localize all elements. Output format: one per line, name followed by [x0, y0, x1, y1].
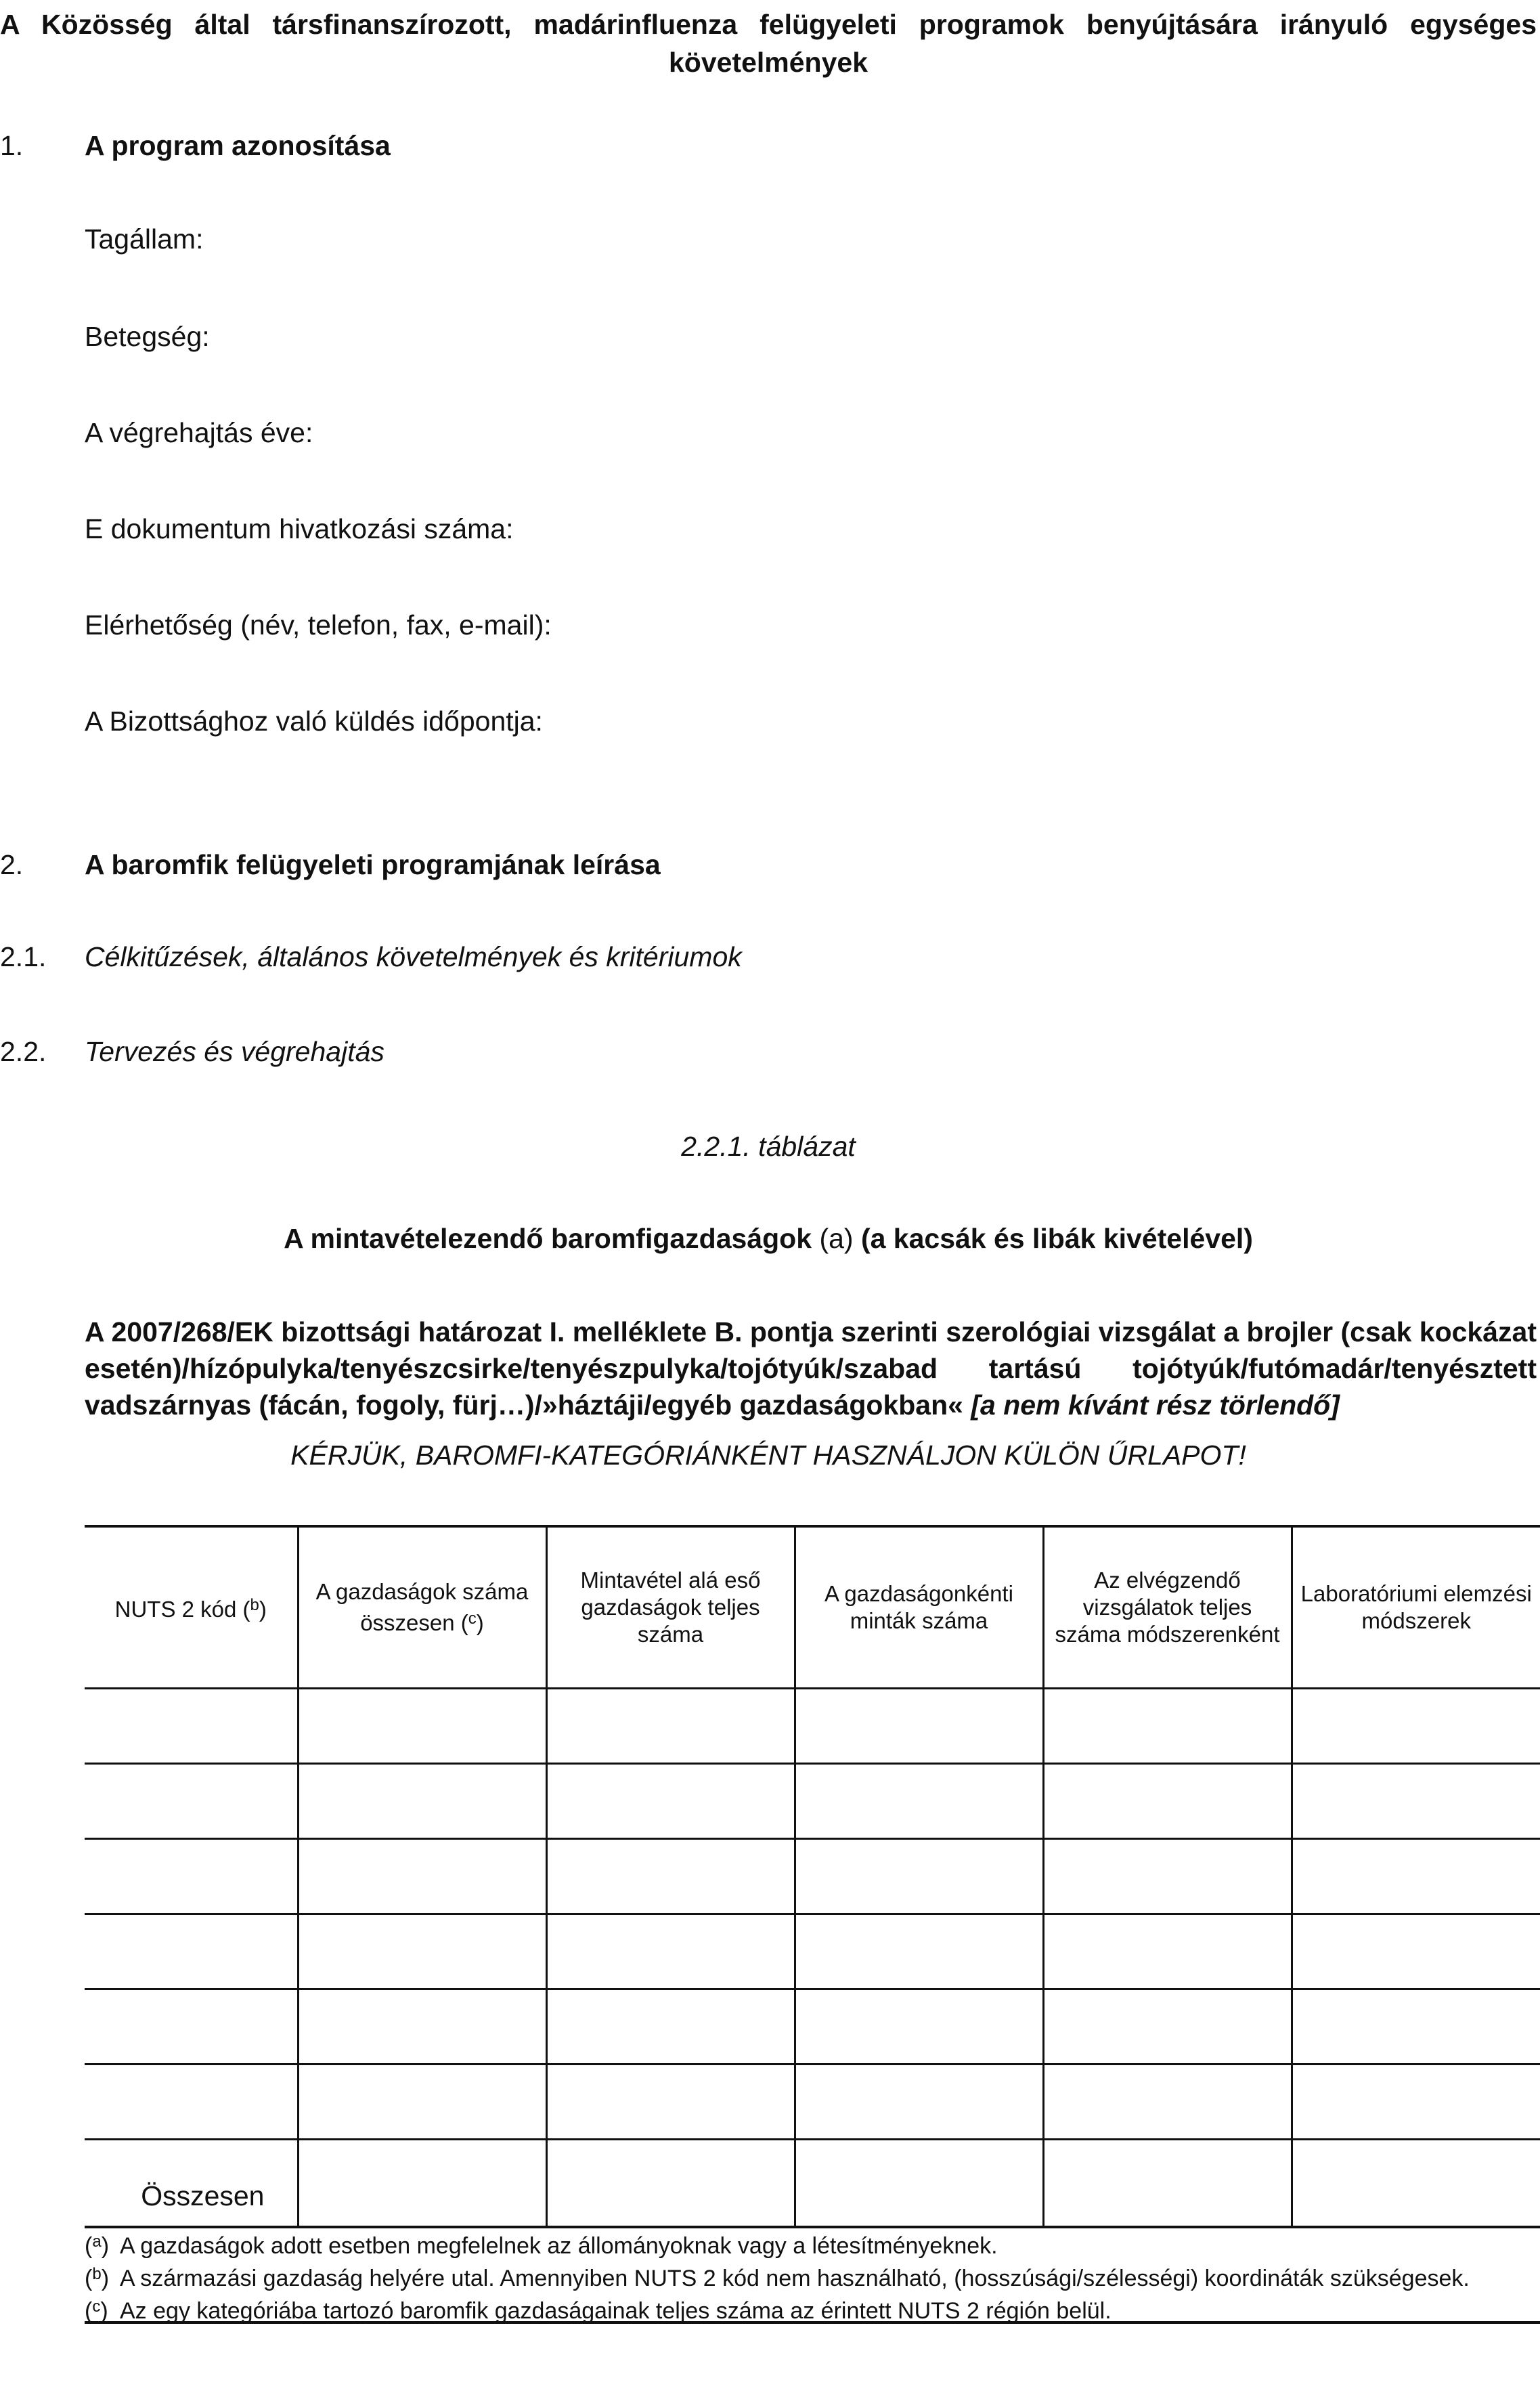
footnote-c-marker: ($^c$) — [85, 2297, 108, 2324]
table-cell[interactable] — [298, 1839, 546, 1914]
footnote-b-marker: ($^b$) — [85, 2265, 110, 2291]
header-nuts2-code: NUTS 2 kód ($^b$) — [85, 1526, 298, 1689]
table-row — [85, 1839, 1540, 1914]
table-cell[interactable] — [1292, 1764, 1540, 1839]
table-cell[interactable] — [795, 2140, 1043, 2228]
table-cell[interactable] — [546, 1989, 795, 2065]
field-label-date-sent: A Bizottsághoz való küldés időpontja: — [85, 706, 543, 737]
table-cell[interactable] — [298, 1764, 546, 1839]
table-cell[interactable] — [1292, 1989, 1540, 2065]
table-cell[interactable] — [85, 1689, 298, 1764]
total-label: Összesen — [85, 2140, 298, 2228]
field-label-member-state: Tagállam: — [85, 223, 204, 255]
table-cell[interactable] — [85, 1914, 298, 1989]
table-row — [85, 2065, 1540, 2140]
table-header-row — [85, 1526, 1540, 1689]
table-cell[interactable] — [1292, 1839, 1540, 1914]
table-cell[interactable] — [85, 1764, 298, 1839]
table-caption: 2.2.1. táblázat — [681, 1131, 856, 1162]
table-cell[interactable] — [85, 1839, 298, 1914]
table-cell[interactable] — [1043, 1914, 1292, 1989]
section-2-1-number: 2.1. — [0, 941, 47, 972]
footnote-c — [85, 2293, 1540, 2325]
table-cell[interactable] — [546, 2065, 795, 2140]
footnote-b — [85, 2260, 1540, 2293]
table-cell[interactable] — [1043, 1689, 1292, 1764]
scope-paragraph — [85, 1314, 1537, 1423]
footnotes — [85, 2228, 1540, 2325]
category-notice: KÉRJÜK, BAROMFI-KATEGÓRIÁNKÉNT HASZNÁLJON KÜLÖN ŰRLAPOT! — [290, 1440, 1246, 1471]
table-cell[interactable] — [298, 2065, 546, 2140]
table-cell[interactable] — [1043, 2065, 1292, 2140]
field-label-contact: Elérhetőség (név, telefon, fax, e-mail): — [85, 609, 552, 641]
table-row — [85, 1764, 1540, 1839]
table-cell[interactable] — [1043, 1989, 1292, 2065]
table-cell[interactable] — [1043, 2140, 1292, 2228]
table-cell[interactable] — [546, 1839, 795, 1914]
footnote-c-text: Az egy kategóriába tartozó baromfik gazdaságainak teljes száma az érintett NUTS 2 régión belül. — [120, 2298, 1112, 2324]
table-cell[interactable] — [546, 2140, 795, 2228]
table-cell[interactable] — [85, 1989, 298, 2065]
field-label-reference: E dokumentum hivatkozási száma: — [85, 513, 514, 544]
header-tests-per-method: Az elvégzendő vizsgálatok teljes száma módszerenként — [1043, 1526, 1292, 1689]
table-cell[interactable] — [85, 2065, 298, 2140]
table-cell[interactable] — [1292, 1914, 1540, 1989]
section-2-heading: A baromfik felügyeleti programjának leírása — [85, 849, 661, 880]
table-cell[interactable] — [298, 1989, 546, 2065]
footnote-b-text: A származási gazdaság helyére utal. Amennyiben NUTS 2 kód nem használható, (hosszúsági/szélességi) koordináták szükségesek. — [120, 2266, 1470, 2291]
table-title-footnote-ref: (a) — [819, 1223, 854, 1254]
table-cell[interactable] — [795, 1839, 1043, 1914]
table-cell[interactable] — [1292, 2140, 1540, 2228]
table-cell[interactable] — [1292, 1689, 1540, 1764]
table-cell[interactable] — [546, 1914, 795, 1989]
header-total-holdings: A gazdaságok száma összesen ($^c$) — [298, 1526, 546, 1689]
table-cell[interactable] — [1043, 1764, 1292, 1839]
table-cell[interactable] — [795, 1764, 1043, 1839]
table-cell[interactable] — [795, 1689, 1043, 1764]
section-2-2-number: 2.2. — [0, 1036, 47, 1067]
table-cell[interactable] — [298, 1914, 546, 1989]
section-1-heading: A program azonosítása — [85, 130, 391, 161]
field-label-disease: Betegség: — [85, 321, 210, 352]
table-cell[interactable] — [1043, 1839, 1292, 1914]
section-2-number: 2. — [0, 849, 24, 880]
table-title — [0, 1223, 1537, 1255]
table-cell[interactable] — [795, 2065, 1043, 2140]
field-label-year: A végrehajtás éve: — [85, 417, 313, 448]
header-lab-methods: Laboratóriumi elemzési módszerek — [1292, 1526, 1540, 1689]
table-cell[interactable] — [298, 1689, 546, 1764]
table-cell[interactable] — [795, 1989, 1043, 2065]
table-total-row — [85, 2140, 1540, 2228]
table-cell[interactable] — [546, 1764, 795, 1839]
table-row — [85, 1989, 1540, 2065]
bottom-rule — [85, 2321, 1540, 2324]
footnote-a-marker: ($^a$) — [85, 2232, 110, 2259]
table-row — [85, 1689, 1540, 1764]
document-title: A Közösség által társfinanszírozott, madárinfluenza felügyeleti programok benyújtására irányuló egységes követelmények — [0, 9, 1537, 78]
table-cell[interactable] — [298, 2140, 546, 2228]
header-sampled-holdings: Mintavétel alá eső gazdaságok teljes száma — [546, 1526, 795, 1689]
footnote-a — [85, 2228, 1540, 2260]
table-title-main: A mintavételezendő baromfigazdaságok — [284, 1223, 812, 1254]
scope-text: A 2007/268/EK bizottsági határozat I. melléklete B. pontja szerinti szerológiai vizsgálat a brojler (csak kockázat esetén)/hízópulyka/tenyészcsirke/tenyészpulyka/tojótyúk/szabad tartású tojótyúk/futómadár/tenyésztett vadszárnyas (fácán, fogoly, fürj…)/»háztáji/egyéb gazdaságokban« — [85, 1316, 1537, 1421]
table-title-exclusion: (a kacsák és libák kivételével) — [860, 1223, 1253, 1254]
section-2-1-title: Célkitűzések, általános követelmények és kritériumok — [85, 941, 742, 972]
header-samples-per-holding: A gazdaságonkénti minták száma — [795, 1526, 1043, 1689]
table-cell[interactable] — [795, 1914, 1043, 1989]
table-cell[interactable] — [546, 1689, 795, 1764]
table-row — [85, 1914, 1540, 1989]
section-2-2-title: Tervezés és végrehajtás — [85, 1036, 384, 1067]
section-1-number: 1. — [0, 130, 24, 161]
table-cell[interactable] — [1292, 2065, 1540, 2140]
footnote-a-text: A gazdaságok adott esetben megfelelnek az állományoknak vagy a létesítményeknek. — [120, 2233, 998, 2259]
scope-note: [a nem kívánt rész törlendő] — [971, 1389, 1340, 1421]
sampling-table — [85, 1525, 1540, 2228]
